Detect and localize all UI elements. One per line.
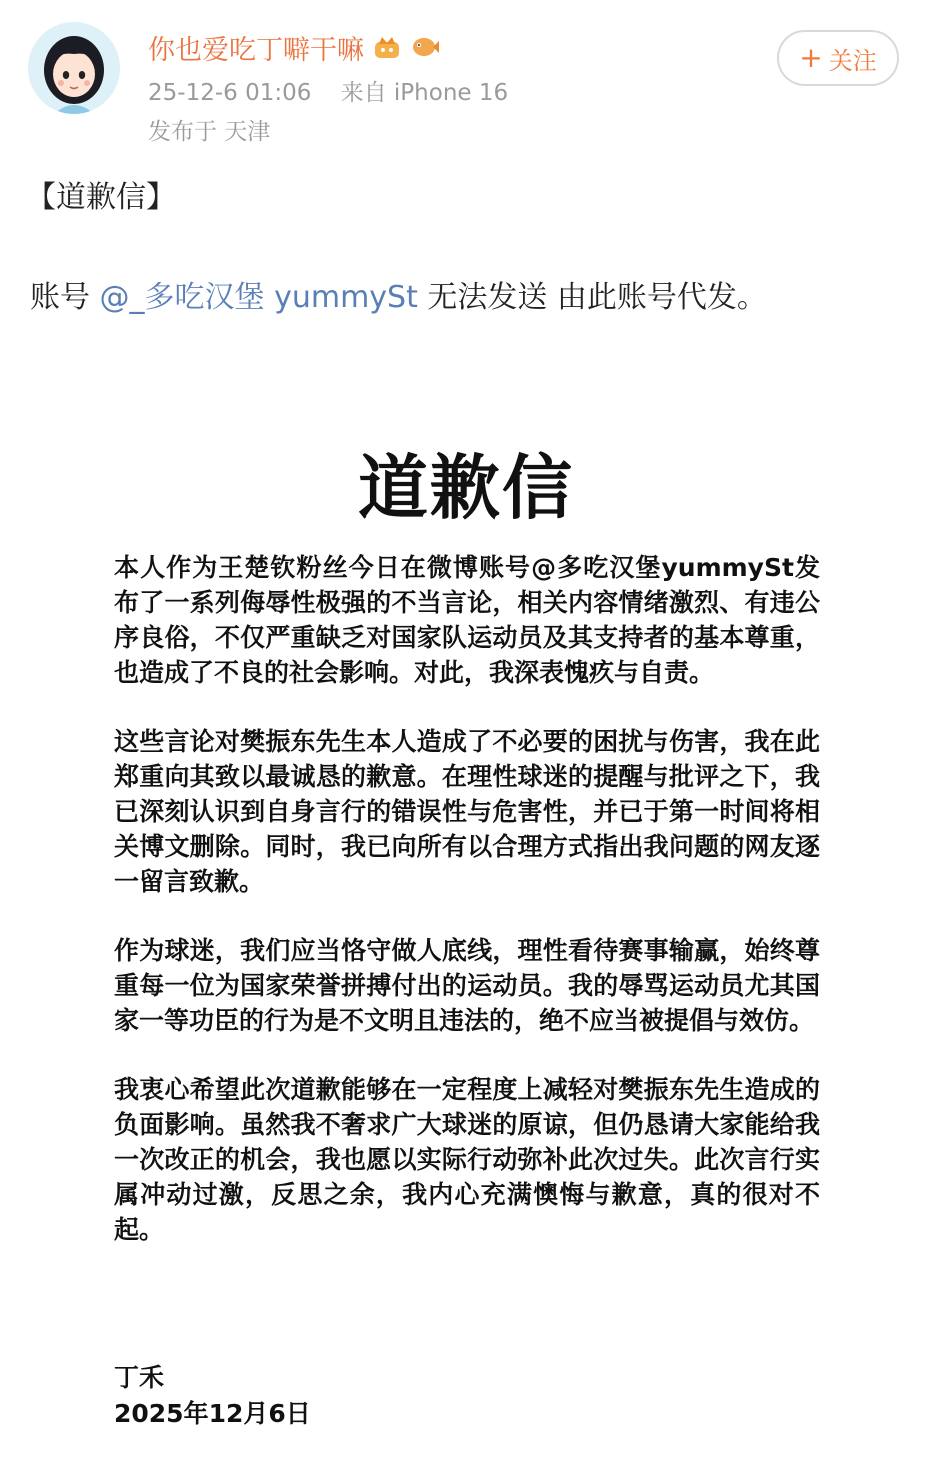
post-location: 发布于 天津: [148, 119, 271, 145]
avatar-girl-icon: [28, 22, 120, 114]
signature-date: 2025年12月6日: [114, 1399, 311, 1428]
plus-icon: +: [799, 41, 823, 74]
mention-link[interactable]: @_多吃汉堡 yummySt: [99, 280, 418, 315]
post-title: 【道歉信】: [26, 180, 176, 215]
letter-paragraph: 作为球迷，我们应当恪守做人底线，理性看待赛事输赢，始终尊重每一位为国家荣誉拼搏付出的运动员。我的辱骂运动员尤其国家一等功臣的行为是不文明且违法的，绝不应当被提倡与效仿。: [114, 936, 820, 1035]
username-row: [148, 26, 440, 68]
letter-signature: [114, 1360, 311, 1432]
post-source: 来自 iPhone 16: [340, 80, 509, 106]
letter-paragraph: 我衷心希望此次道歉能够在一定程度上减轻对樊振东先生造成的负面影响。虽然我不奢求广大球迷的原谅，但仍恳请大家能给我一次改正的机会，我也愿以实际行动弥补此次过失。此次言行实属冲动过激，反思之余，我内心充满懊悔与歉意，真的很对不起。: [114, 1075, 820, 1244]
fish-badge-icon: [410, 34, 440, 60]
letter-title: 道歉信: [358, 447, 574, 529]
post-text-prefix: 账号: [30, 280, 100, 315]
follow-label: 关注: [828, 46, 877, 75]
post-text-suffix: 无法发送 由此账号代发。: [417, 280, 767, 315]
letter-body: [114, 550, 820, 1281]
crown-badge-icon: [372, 34, 402, 60]
letter-paragraph: 本人作为王楚钦粉丝今日在微博账号@多吃汉堡yummySt发布了一系列侮辱性极强的不当言论，相关内容情绪激烈、有违公序良俗，不仅严重缺乏对国家队运动员及其支持者的基本尊重，也造成了不良的社会影响。对此，我深表愧疚与自责。: [114, 553, 820, 687]
letter-paragraph: 这些言论对樊振东先生本人造成了不必要的困扰与伤害，我在此郑重向其致以最诚恳的歉意。在理性球迷的提醒与批评之下，我已深刻认识到自身言行的错误性与危害性，并已于第一时间将相关博文删除。同时，我已向所有以合理方式指出我问题的网友逐一留言致歉。: [114, 727, 820, 896]
avatar[interactable]: [28, 22, 120, 114]
signature-name: 丁禾: [114, 1363, 165, 1392]
follow-button[interactable]: [777, 30, 899, 86]
post-text: [30, 272, 767, 316]
post-timestamp: 25-12-6 01:06: [148, 80, 312, 106]
username[interactable]: 你也爱吃丁噼干嘛: [148, 34, 364, 66]
post-header: [0, 0, 932, 150]
post-meta: [148, 74, 508, 107]
